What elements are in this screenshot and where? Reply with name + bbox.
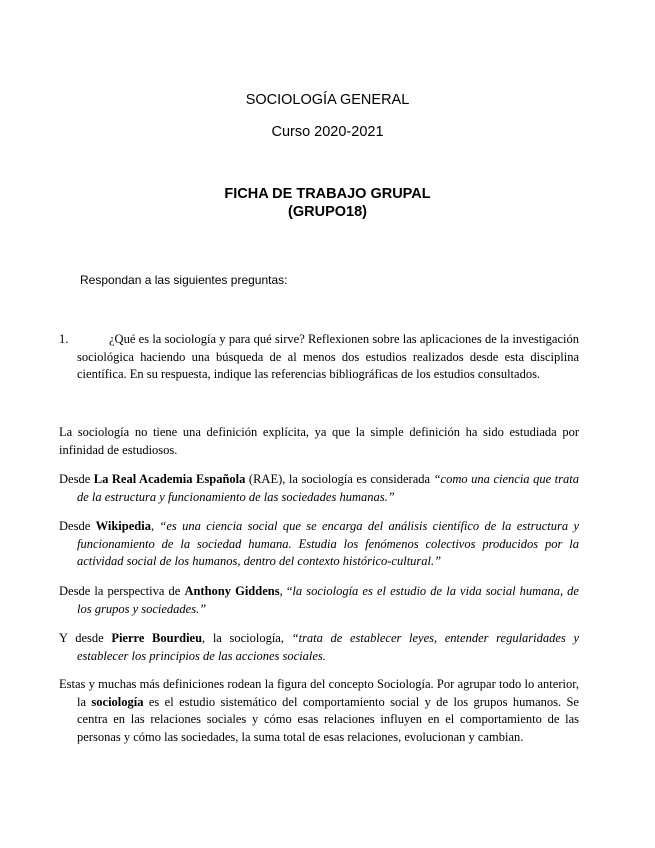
answer-paragraph-bourdieu: [59, 630, 579, 665]
bourdieu-quote: “trata de establecer leyes, entender regularidades y establecer los principios de las acciones sociales.: [77, 631, 579, 663]
answer-paragraph-summary: [59, 676, 579, 746]
question-text: ¿Qué es la sociología y para qué sirve? Reflexionen sobre las aplicaciones de la investigación sociológica haciendo una búsqueda de al menos dos estudios realizados desde esta disciplina científica. En su respuesta, indique las referencias bibliográficas de los estudios consultados.: [77, 332, 579, 381]
giddens-middle: , “: [279, 584, 293, 598]
wiki-middle: ,: [150, 519, 160, 533]
giddens-prefix: Desde la perspectiva de: [59, 584, 185, 598]
summary-text: es el estudio sistemático del comportamiento social y de los grupos humanos. Se centra en las relaciones sociales y cómo esas relaciones influyen en el comportamiento de las personas y cómo las sociedades, la suma total de esas relaciones, evolucionan y cambian.: [77, 694, 579, 744]
answer-paragraph-wikipedia: [59, 518, 579, 571]
instructions-prompt: Respondan a las siguientes preguntas:: [80, 273, 288, 287]
wiki-prefix: Desde: [59, 519, 96, 533]
answer-paragraph-rae: [59, 471, 579, 506]
summary-prefix: Estas y muchas más definiciones rodean la figura del concepto Sociología. Por agrupar todo lo anterior, la: [59, 677, 579, 709]
summary-keyword: sociología: [91, 694, 144, 709]
answer-paragraph-giddens: [59, 583, 579, 618]
bourdieu-source: Pierre Bourdieu: [111, 631, 203, 645]
giddens-quote: la sociología es el estudio de la vida social humana, de los grupos y sociedades.”: [77, 584, 579, 616]
wiki-quote: “es una ciencia social que se encarga del análisis científico de la estructura y funcionamiento de la sociedad humana. Estudia los fenómenos colectivos producidos por la actividad social de los humanos, dentro del contexto histórico-cultural.”: [77, 519, 580, 568]
wiki-source: Wikipedia: [95, 519, 151, 533]
rae-quote: “como una ciencia que trata de la estructura y funcionamiento de las sociedades humanas.”: [77, 472, 579, 504]
document-title: FICHA DE TRABAJO GRUPAL: [224, 186, 431, 202]
subject-heading: SOCIOLOGÍA GENERAL: [245, 92, 410, 108]
bourdieu-middle: , la sociología,: [202, 631, 292, 645]
course-heading: Curso 2020-2021: [271, 124, 384, 140]
question-number: 1.: [59, 332, 69, 346]
group-label: (GRUPO18): [288, 204, 367, 220]
rae-source: La Real Academia Española: [93, 472, 246, 486]
question-1: [59, 331, 579, 384]
giddens-source: Anthony Giddens: [184, 584, 280, 598]
rae-middle: (RAE), la sociología es considerada: [245, 472, 434, 486]
bourdieu-prefix: Y desde: [59, 631, 112, 645]
rae-prefix: Desde: [59, 472, 94, 486]
answer-paragraph-1: La sociología no tiene una definición explícita, ya que la simple definición ha sido estudiada por infinidad de estudiosos.: [59, 425, 579, 457]
